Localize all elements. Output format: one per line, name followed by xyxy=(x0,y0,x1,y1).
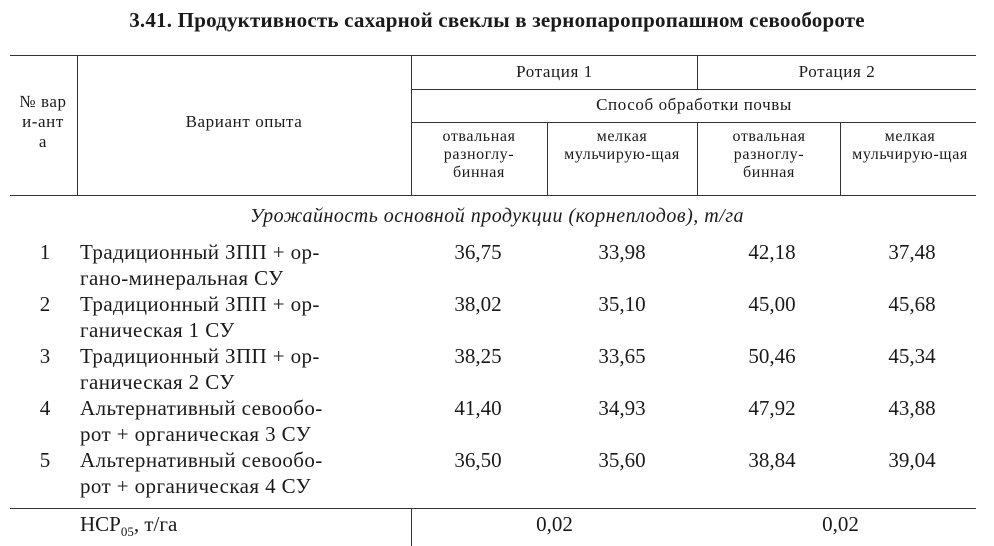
rotation-rule xyxy=(411,89,976,90)
row-variant-line1: Традиционный ЗПП + ор- xyxy=(80,344,320,368)
row-value-r1-mulch: 35,60 xyxy=(598,448,646,472)
row-variant-line1: Альтернативный севообо- xyxy=(80,396,323,420)
row-value-r1-mulch: 34,93 xyxy=(598,396,646,420)
row-variant-line2: рот + органическая 4 СУ xyxy=(80,474,312,498)
hcp-label-text: НСР xyxy=(80,512,121,536)
row-value-r1-mulch: 35,10 xyxy=(598,292,646,316)
row-variant-line1: Альтернативный севообо- xyxy=(80,448,323,472)
sub-header-1: отвальная разноглу-бинная xyxy=(442,128,516,181)
row-variant-line1: Традиционный ЗПП + ор- xyxy=(80,240,320,264)
row-variant xyxy=(80,447,410,499)
row-value-r2-plow: 47,92 xyxy=(748,396,796,420)
row-value-r1-plow: 41,40 xyxy=(454,396,502,420)
row-value-r1-plow: 36,50 xyxy=(454,448,502,472)
row-number: 1 xyxy=(39,240,51,264)
row-number: 5 xyxy=(39,448,51,472)
row-value-r2-mulch: 45,34 xyxy=(888,344,936,368)
table-row xyxy=(0,343,994,395)
rotation-2-header: Ротация 2 xyxy=(798,62,876,81)
sub-divider-1 xyxy=(547,122,548,195)
rotation-1-header: Ротация 1 xyxy=(516,62,593,81)
row-variant-line2: рот + органическая 3 СУ xyxy=(80,422,312,446)
table-row xyxy=(0,239,994,291)
row-value-r1-mulch: 33,65 xyxy=(598,344,646,368)
row-value-r2-mulch: 43,88 xyxy=(888,396,936,420)
row-variant-line2: ганическая 1 СУ xyxy=(80,318,235,342)
row-value-r2-plow: 50,46 xyxy=(748,344,796,368)
row-variant-line2: ганическая 2 СУ xyxy=(80,370,235,394)
method-header: Способ обработки почвы xyxy=(596,95,792,114)
row-variant xyxy=(80,291,410,343)
hcp-label xyxy=(80,511,177,545)
row-value-r1-plow: 36,75 xyxy=(454,240,502,264)
variant-col-header: Вариант опыта xyxy=(185,112,303,131)
row-variant xyxy=(80,343,410,395)
hcp-rotation-2: 0,02 xyxy=(822,512,859,536)
sub-divider-3 xyxy=(840,122,841,195)
row-value-r2-mulch: 37,48 xyxy=(888,240,936,264)
row-number: 2 xyxy=(39,292,51,316)
row-variant xyxy=(80,239,410,291)
row-value-r2-plow: 45,00 xyxy=(748,292,796,316)
header-bottom-rule xyxy=(10,195,976,196)
sub-header-3: отвальная разноглу-бинная xyxy=(732,128,806,181)
sub-header-4: мелкая мульчирую-щая xyxy=(852,128,968,163)
row-value-r1-plow: 38,02 xyxy=(454,292,502,316)
table-title: 3.41. Продуктивность сахарной свеклы в зернопаропропашном севообороте xyxy=(129,8,865,32)
row-value-r2-mulch: 45,68 xyxy=(888,292,936,316)
num-col-header-text: № вари-анта xyxy=(19,92,67,151)
row-value-r1-plow: 38,25 xyxy=(454,344,502,368)
sub-header-2: мелкая мульчирую-щая xyxy=(564,128,680,163)
row-variant xyxy=(80,395,410,447)
hcp-unit: , т/га xyxy=(133,512,178,536)
table-row xyxy=(0,291,994,343)
row-variant-line2: гано-минеральная СУ xyxy=(80,266,284,290)
row-value-r2-plow: 38,84 xyxy=(748,448,796,472)
num-col-header xyxy=(10,92,76,152)
hcp-rotation-1: 0,02 xyxy=(536,512,573,536)
section-title: Урожайность основной продукции (корнеплодов), т/га xyxy=(249,205,745,227)
sub-divider-2 xyxy=(697,122,698,195)
hcp-subscript: 05 xyxy=(120,524,134,540)
table-row xyxy=(0,395,994,447)
row-value-r2-mulch: 39,04 xyxy=(888,448,936,472)
table-row xyxy=(0,447,994,499)
method-rule xyxy=(411,122,976,123)
row-variant-line1: Традиционный ЗПП + ор- xyxy=(80,292,320,316)
row-number: 3 xyxy=(39,344,51,368)
footer-rule xyxy=(10,508,976,509)
row-value-r2-plow: 42,18 xyxy=(748,240,796,264)
table-top-rule xyxy=(10,55,976,56)
row-value-r1-mulch: 33,98 xyxy=(598,240,646,264)
row-number: 4 xyxy=(39,396,51,420)
